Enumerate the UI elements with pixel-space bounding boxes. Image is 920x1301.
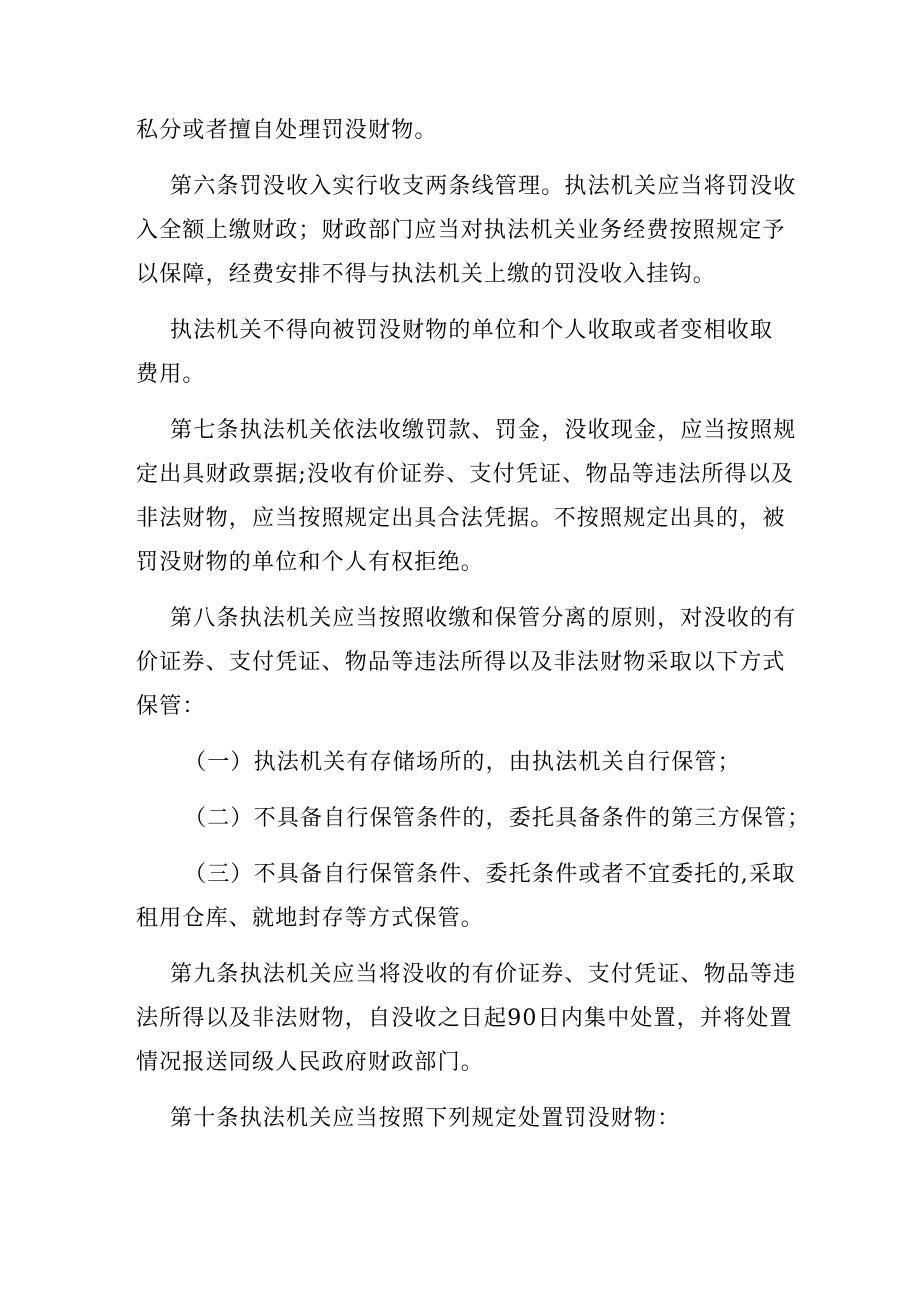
text-line: 法所得以及非法财物，自没收之日起90日内集中处置，并将处置 [136,1006,793,1031]
paragraph-item-3 [136,853,796,941]
text-line: 第八条执法机关应当按照收缴和保管分离的原则，对没收的有 [170,606,797,631]
paragraph-item-1 [136,741,796,785]
text-line: 非法财物，应当按照规定出具合法凭据。不按照规定出具的，被 [136,506,786,531]
text-line: （一）执法机关有存储场所的，由执法机关自行保管； [184,750,741,775]
text-line: 执法机关不得向被罚没财物的单位和个人收取或者变相收取 [170,318,774,343]
text-line: 费用。 [136,362,206,387]
text-line: 价证券、支付凭证、物品等违法所得以及非法财物采取以下方式 [136,650,786,675]
text-line: 第七条执法机关依法收缴罚款、罚金，没收现金，应当按照规 [170,418,797,443]
text-line: 定出具财政票据;没收有价证券、支付凭证、物品等违法所得以及 [136,462,795,487]
paragraph-article-10 [136,1097,796,1141]
paragraph-continuation [136,109,796,153]
paragraph-article-8 [136,597,796,729]
paragraph-article-6 [136,165,796,297]
text-line: 私分或者擅自处理罚没财物。 [136,118,438,143]
text-line: （三）不具备自行保管条件、委托条件或者不宜委托的,采取 [184,862,796,887]
text-line: （二）不具备自行保管条件的，委托具备条件的第三方保管； [184,806,811,831]
paragraph-article-6-fees [136,309,796,397]
paragraph-item-2 [136,797,811,841]
text-line: 租用仓库、就地封存等方式保管。 [136,906,485,931]
text-line: 第六条罚没收入实行收支两条线管理。执法机关应当将罚没收 [170,174,797,199]
text-line: 第九条执法机关应当将没收的有价证券、支付凭证、物品等违 [170,962,797,987]
text-line: 第十条执法机关应当按照下列规定处置罚没财物： [170,1106,681,1131]
paragraph-article-9 [136,953,796,1085]
text-line: 保管： [136,694,206,719]
text-line: 罚没财物的单位和个人有权拒绝。 [136,550,485,575]
document-body [136,109,811,1153]
text-line: 以保障，经费安排不得与执法机关上缴的罚没收入挂钩。 [136,262,717,287]
text-line: 入全额上缴财政；财政部门应当对执法机关业务经费按照规定予 [136,218,786,243]
text-line: 情况报送同级人民政府财政部门。 [136,1050,485,1075]
paragraph-article-7 [136,409,796,585]
